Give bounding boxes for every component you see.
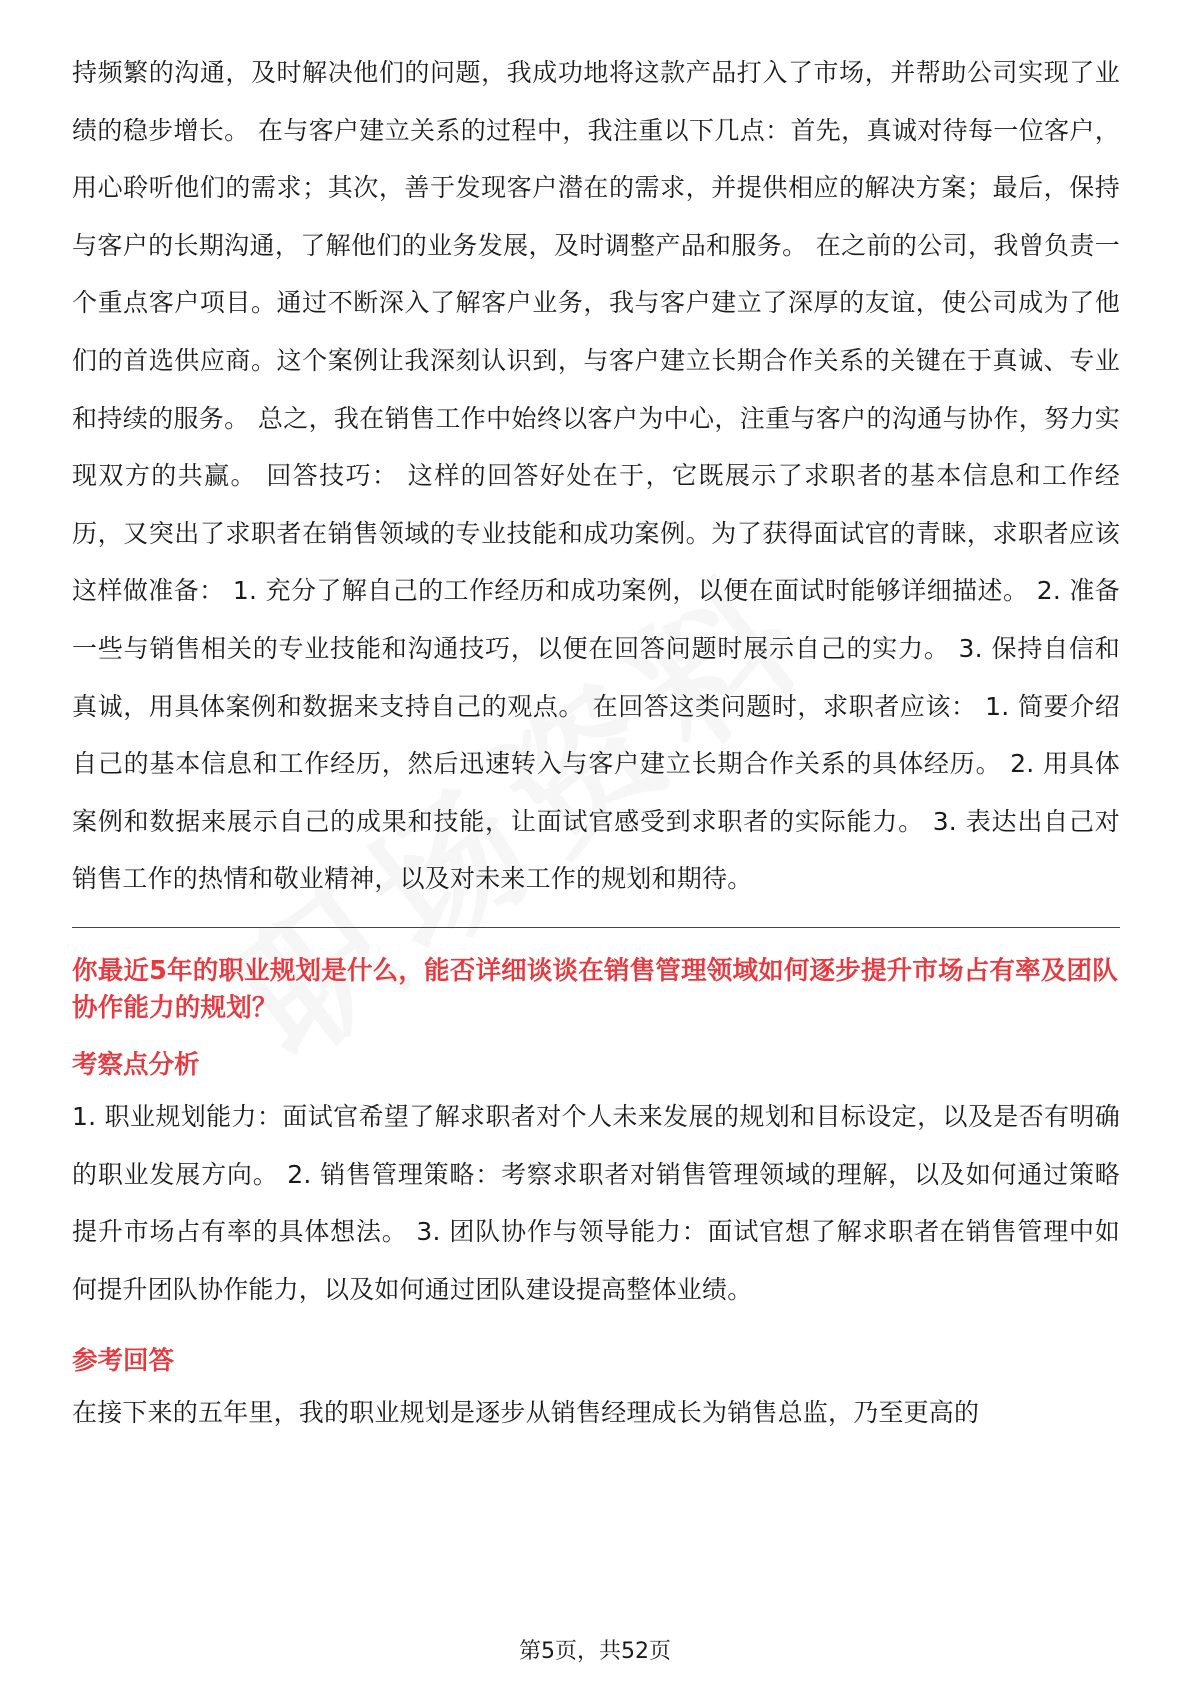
question-title: 你最近5年的职业规划是什么，能否详细谈谈在销售管理领域如何逐步提升市场占有率及团队协作能力的规划？	[72, 955, 1118, 1023]
page-content	[72, 44, 1120, 1442]
analysis-heading: 考察点分析	[72, 1049, 200, 1080]
reference-answer-heading: 参考回答	[72, 1346, 175, 1377]
reference-answer-text: 在接下来的五年里，我的职业规划是逐步从销售经理成长为销售总监，乃至更高的	[72, 1398, 980, 1428]
section-divider	[72, 927, 1120, 928]
analysis-text: 1. 职业规划能力：面试官希望了解求职者对个人未来发展的规划和目标设定，以及是否有明确的职业发展方向。 2. 销售管理策略：考察求职者对销售管理领域的理解，以及如何通过策略提升市场占有率的具体想法。 3. 团队协作与领导能力：面试官想了解求职者在销售管理中如何提升团队协作能力，以及如何通过团队建设提高整体业绩。	[72, 1101, 1120, 1304]
continued-answer-text: 持频繁的沟通，及时解决他们的问题，我成功地将这款产品打入了市场，并帮助公司实现了业绩的稳步增长。 在与客户建立关系的过程中，我注重以下几点：首先，真诚对待每一位客户，用心聆听他们的需求；其次，善于发现客户潜在的需求，并提供相应的解决方案；最后，保持与客户的长期沟通，了解他们的业务发展，及时调整产品和服务。 在之前的公司，我曾负责一个重点客户项目。通过不断深入了解客户业务，我与客户建立了深厚的友谊，使公司成为了他们的首选供应商。这个案例让我深刻认识到，与客户建立长期合作关系的关键在于真诚、专业和持续的服务。 总之，我在销售工作中始终以客户为中心，注重与客户的沟通与协作，努力实现双方的共赢。 回答技巧： 这样的回答好处在于，它既展示了求职者的基本信息和工作经历，又突出了求职者在销售领域的专业技能和成功案例。为了获得面试官的青睐，求职者应该这样做准备： 1. 充分了解自己的工作经历和成功案例，以便在面试时能够详细描述。 2. 准备一些与销售相关的专业技能和沟通技巧，以便在回答问题时展示自己的实力。 3. 保持自信和真诚，用具体案例和数据来支持自己的观点。 在回答这类问题时，求职者应该： 1. 简要介绍自己的基本信息和工作经历，然后迅速转入与客户建立长期合作关系的具体经历。 2. 用具体案例和数据来展示自己的成果和技能，让面试官感受到求职者的实际能力。 3. 表达出自己对销售工作的热情和敬业精神，以及对未来工作的规划和期待。	[72, 58, 1120, 894]
page-number: 第5页，共52页	[519, 1639, 671, 1664]
